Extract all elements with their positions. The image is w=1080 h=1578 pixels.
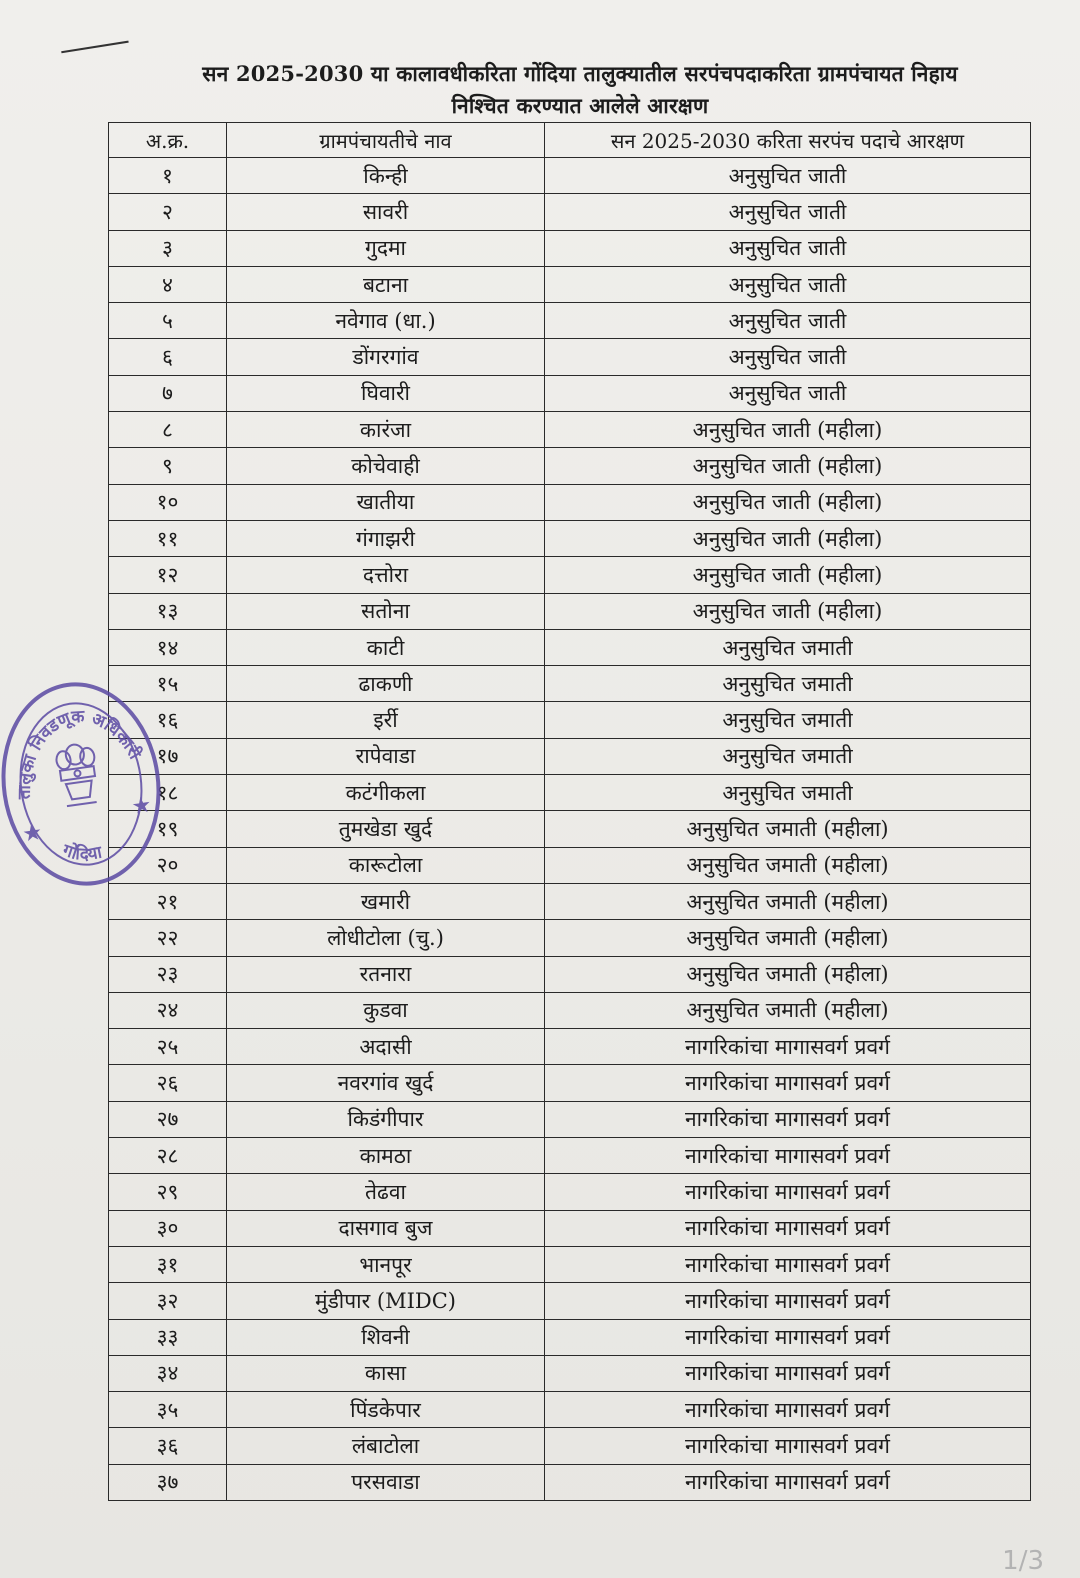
- cell-serial-no: १०: [109, 484, 227, 520]
- cell-serial-no: २६: [109, 1065, 227, 1101]
- table-row: [109, 1464, 1031, 1500]
- table-row: [109, 775, 1031, 811]
- cell-grampanchayat-name: कामठा: [227, 1138, 545, 1174]
- cell-grampanchayat-name: मुंडीपार (MIDC): [227, 1283, 545, 1319]
- cell-serial-no: २: [109, 194, 227, 230]
- table-row: [109, 1174, 1031, 1210]
- cell-grampanchayat-name: लोधीटोला (चु.): [227, 920, 545, 956]
- cell-grampanchayat-name: काटी: [227, 629, 545, 665]
- cell-reservation: अनुसुचित जाती (महीला): [545, 557, 1031, 593]
- cell-reservation: अनुसुचित जाती: [545, 194, 1031, 230]
- cell-serial-no: ३६: [109, 1428, 227, 1464]
- cell-reservation: नागरिकांचा मागासवर्ग प्रवर्ग: [545, 1428, 1031, 1464]
- table-header-row: [109, 123, 1031, 158]
- cell-reservation: अनुसुचित जाती: [545, 266, 1031, 302]
- cell-serial-no: १९: [109, 811, 227, 847]
- table-row: [109, 1138, 1031, 1174]
- document-title: [140, 58, 1020, 122]
- page-number: 1/3: [1002, 1546, 1044, 1576]
- seal-text-bottom: गोंदिया: [60, 840, 104, 865]
- table-row: [109, 194, 1031, 230]
- cell-reservation: अनुसुचित जमाती: [545, 775, 1031, 811]
- cell-reservation: अनुसुचित जमाती: [545, 629, 1031, 665]
- cell-reservation: अनुसुचित जमाती (महीला): [545, 883, 1031, 919]
- cell-reservation: अनुसुचित जाती: [545, 375, 1031, 411]
- cell-serial-no: ३७: [109, 1464, 227, 1500]
- cell-reservation: अनुसुचित जमाती: [545, 702, 1031, 738]
- cell-serial-no: १५: [109, 666, 227, 702]
- table-row: [109, 702, 1031, 738]
- table-row: [109, 1319, 1031, 1355]
- cell-reservation: अनुसुचित जाती: [545, 339, 1031, 375]
- cell-grampanchayat-name: पिंडकेपार: [227, 1392, 545, 1428]
- svg-text:गोंदिया: [57, 834, 105, 869]
- table-row: [109, 484, 1031, 520]
- cell-grampanchayat-name: इर्री: [227, 702, 545, 738]
- cell-reservation: अनुसुचित जाती: [545, 158, 1031, 194]
- table-row: [109, 883, 1031, 919]
- table-row: [109, 448, 1031, 484]
- cell-grampanchayat-name: सतोना: [227, 593, 545, 629]
- cell-grampanchayat-name: कोचेवाही: [227, 448, 545, 484]
- cell-reservation: नागरिकांचा मागासवर्ग प्रवर्ग: [545, 1319, 1031, 1355]
- reservation-table: [108, 122, 1031, 1501]
- table-body: [109, 158, 1031, 1501]
- cell-reservation: नागरिकांचा मागासवर्ग प्रवर्ग: [545, 1464, 1031, 1500]
- cell-grampanchayat-name: कारंजा: [227, 412, 545, 448]
- seal-star-icon: ★: [130, 792, 154, 821]
- table-row: [109, 1246, 1031, 1282]
- title-line-1: सन 2025-2030 या कालावधीकरिता गोंदिया तालुक्यातील सरपंचपदाकरिता ग्रामपंचायत निहाय: [202, 61, 958, 86]
- cell-reservation: नागरिकांचा मागासवर्ग प्रवर्ग: [545, 1355, 1031, 1391]
- cell-reservation: नागरिकांचा मागासवर्ग प्रवर्ग: [545, 1065, 1031, 1101]
- cell-reservation: नागरिकांचा मागासवर्ग प्रवर्ग: [545, 1283, 1031, 1319]
- cell-serial-no: १६: [109, 702, 227, 738]
- cell-serial-no: १८: [109, 775, 227, 811]
- seal-text-top: तालुका निवडणूक अधिकारी: [14, 706, 145, 800]
- table-row: [109, 520, 1031, 556]
- table-row: [109, 666, 1031, 702]
- table-row: [109, 1355, 1031, 1391]
- cell-grampanchayat-name: दत्तोरा: [227, 557, 545, 593]
- cell-grampanchayat-name: किन्ही: [227, 158, 545, 194]
- cell-serial-no: ५: [109, 303, 227, 339]
- table-row: [109, 303, 1031, 339]
- table-row: [109, 1210, 1031, 1246]
- cell-grampanchayat-name: रापेवाडा: [227, 738, 545, 774]
- cell-grampanchayat-name: रतनारा: [227, 956, 545, 992]
- table-row: [109, 992, 1031, 1028]
- cell-reservation: अनुसुचित जाती (महीला): [545, 520, 1031, 556]
- cell-reservation: अनुसुचित जमाती (महीला): [545, 811, 1031, 847]
- cell-serial-no: ७: [109, 375, 227, 411]
- cell-grampanchayat-name: डोंगरगांव: [227, 339, 545, 375]
- cell-grampanchayat-name: ढाकणी: [227, 666, 545, 702]
- cell-grampanchayat-name: तेढवा: [227, 1174, 545, 1210]
- table-row: [109, 375, 1031, 411]
- cell-reservation: अनुसुचित जाती (महीला): [545, 593, 1031, 629]
- cell-grampanchayat-name: खमारी: [227, 883, 545, 919]
- cell-serial-no: १४: [109, 629, 227, 665]
- cell-serial-no: ३२: [109, 1283, 227, 1319]
- cell-grampanchayat-name: परसवाडा: [227, 1464, 545, 1500]
- cell-grampanchayat-name: नवेगाव (धा.): [227, 303, 545, 339]
- table-row: [109, 738, 1031, 774]
- cell-serial-no: ३३: [109, 1319, 227, 1355]
- cell-serial-no: ३१: [109, 1246, 227, 1282]
- cell-serial-no: ३: [109, 230, 227, 266]
- cell-grampanchayat-name: गुदमा: [227, 230, 545, 266]
- cell-grampanchayat-name: खातीया: [227, 484, 545, 520]
- cell-grampanchayat-name: दासगाव बुज: [227, 1210, 545, 1246]
- cell-reservation: अनुसुचित जाती (महीला): [545, 484, 1031, 520]
- cell-reservation: अनुसुचित जमाती (महीला): [545, 847, 1031, 883]
- cell-serial-no: २४: [109, 992, 227, 1028]
- cell-serial-no: २७: [109, 1101, 227, 1137]
- table-row: [109, 593, 1031, 629]
- seal-star-icon: ★: [20, 820, 44, 848]
- seal-text: [0, 677, 169, 892]
- cell-reservation: अनुसुचित जमाती (महीला): [545, 992, 1031, 1028]
- table-row: [109, 811, 1031, 847]
- cell-reservation: नागरिकांचा मागासवर्ग प्रवर्ग: [545, 1210, 1031, 1246]
- cell-reservation: अनुसुचित जमाती: [545, 738, 1031, 774]
- table-row: [109, 266, 1031, 302]
- cell-grampanchayat-name: गंगाझरी: [227, 520, 545, 556]
- cell-reservation: अनुसुचित जाती (महीला): [545, 412, 1031, 448]
- header-serial-no: अ.क्र.: [109, 123, 227, 158]
- header-grampanchayat-name: ग्रामपंचायतीचे नाव: [227, 123, 545, 158]
- cell-grampanchayat-name: कारूटोला: [227, 847, 545, 883]
- table-row: [109, 956, 1031, 992]
- cell-serial-no: ३४: [109, 1355, 227, 1391]
- pen-stroke-mark: [59, 29, 128, 53]
- table-row: [109, 230, 1031, 266]
- cell-serial-no: १३: [109, 593, 227, 629]
- cell-reservation: नागरिकांचा मागासवर्ग प्रवर्ग: [545, 1246, 1031, 1282]
- table-row: [109, 1101, 1031, 1137]
- cell-grampanchayat-name: घिवारी: [227, 375, 545, 411]
- cell-serial-no: २०: [109, 847, 227, 883]
- cell-serial-no: १२: [109, 557, 227, 593]
- cell-grampanchayat-name: लंबाटोला: [227, 1428, 545, 1464]
- cell-reservation: अनुसुचित जाती (महीला): [545, 448, 1031, 484]
- cell-reservation: नागरिकांचा मागासवर्ग प्रवर्ग: [545, 1029, 1031, 1065]
- cell-reservation: अनुसुचित जमाती: [545, 666, 1031, 702]
- cell-grampanchayat-name: कुडवा: [227, 992, 545, 1028]
- cell-serial-no: २१: [109, 883, 227, 919]
- cell-grampanchayat-name: शिवनी: [227, 1319, 545, 1355]
- cell-serial-no: ८: [109, 412, 227, 448]
- cell-grampanchayat-name: कटंगीकला: [227, 775, 545, 811]
- cell-serial-no: ४: [109, 266, 227, 302]
- svg-text:तालुका निवडणूक अधिकारी: [3, 698, 150, 803]
- cell-serial-no: ९: [109, 448, 227, 484]
- cell-grampanchayat-name: बटाना: [227, 266, 545, 302]
- table-row: [109, 1065, 1031, 1101]
- cell-reservation: अनुसुचित जमाती (महीला): [545, 956, 1031, 992]
- cell-serial-no: २८: [109, 1138, 227, 1174]
- cell-serial-no: ११: [109, 520, 227, 556]
- cell-reservation: नागरिकांचा मागासवर्ग प्रवर्ग: [545, 1101, 1031, 1137]
- cell-serial-no: २९: [109, 1174, 227, 1210]
- table-row: [109, 557, 1031, 593]
- cell-grampanchayat-name: भानपूर: [227, 1246, 545, 1282]
- cell-reservation: अनुसुचित जमाती (महीला): [545, 920, 1031, 956]
- cell-reservation: नागरिकांचा मागासवर्ग प्रवर्ग: [545, 1138, 1031, 1174]
- cell-grampanchayat-name: अदासी: [227, 1029, 545, 1065]
- table-row: [109, 920, 1031, 956]
- table-row: [109, 339, 1031, 375]
- cell-reservation: नागरिकांचा मागासवर्ग प्रवर्ग: [545, 1174, 1031, 1210]
- cell-serial-no: ६: [109, 339, 227, 375]
- cell-grampanchayat-name: कासा: [227, 1355, 545, 1391]
- cell-serial-no: १७: [109, 738, 227, 774]
- table-row: [109, 412, 1031, 448]
- table-row: [109, 847, 1031, 883]
- cell-grampanchayat-name: सावरी: [227, 194, 545, 230]
- cell-serial-no: २२: [109, 920, 227, 956]
- cell-grampanchayat-name: किडंगीपार: [227, 1101, 545, 1137]
- cell-reservation: नागरिकांचा मागासवर्ग प्रवर्ग: [545, 1392, 1031, 1428]
- cell-grampanchayat-name: तुमखेडा खुर्द: [227, 811, 545, 847]
- cell-serial-no: १: [109, 158, 227, 194]
- table-row: [109, 1029, 1031, 1065]
- title-line-2: निश्चित करण्यात आलेले आरक्षण: [451, 93, 709, 118]
- cell-grampanchayat-name: नवरगांव खुर्द: [227, 1065, 545, 1101]
- table-row: [109, 1428, 1031, 1464]
- cell-serial-no: २३: [109, 956, 227, 992]
- cell-reservation: अनुसुचित जाती: [545, 230, 1031, 266]
- table-row: [109, 629, 1031, 665]
- cell-serial-no: ३०: [109, 1210, 227, 1246]
- cell-reservation: अनुसुचित जाती: [545, 303, 1031, 339]
- table-row: [109, 1392, 1031, 1428]
- cell-serial-no: २५: [109, 1029, 227, 1065]
- header-reservation: सन 2025-2030 करिता सरपंच पदाचे आरक्षण: [545, 123, 1031, 158]
- table-row: [109, 158, 1031, 194]
- cell-serial-no: ३५: [109, 1392, 227, 1428]
- table-row: [109, 1283, 1031, 1319]
